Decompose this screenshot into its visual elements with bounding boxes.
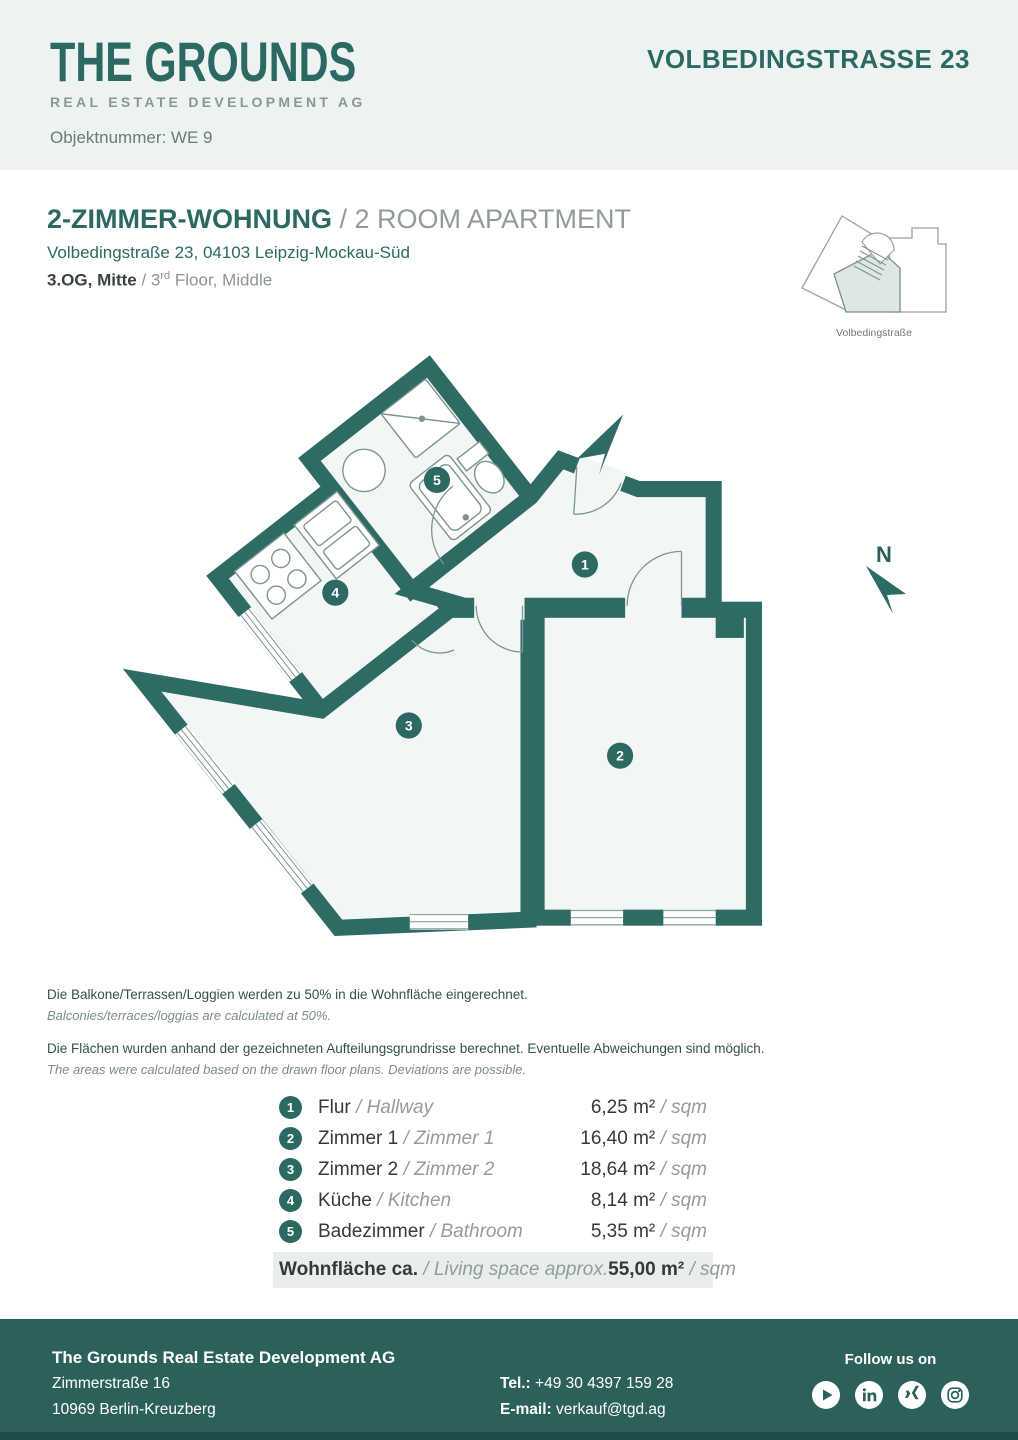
follow-us-label: Follow us on	[844, 1351, 937, 1368]
footer	[0, 1319, 1018, 1432]
table-row: 4 Küche / Kitchen 8,14 m² / sqm	[273, 1185, 713, 1216]
room-number-badge: 2	[279, 1127, 302, 1150]
room-table	[273, 1092, 736, 1288]
room-number-badge: 1	[279, 1096, 302, 1119]
location-map	[792, 194, 956, 344]
logo-subtitle: REAL ESTATE DEVELOPMENT AG	[50, 93, 366, 110]
note-1-en: Balconies/terraces/loggias are calculated at 50%.	[47, 1008, 331, 1023]
footer-address-block	[52, 1345, 395, 1423]
compass-needle-icon	[866, 566, 906, 614]
company-logo	[50, 30, 464, 110]
street-label: Volbedingstraße	[836, 327, 912, 339]
svg-text:2: 2	[616, 747, 625, 764]
address-line: Volbedingstraße 23, 04103 Leipzig-Mockau-Süd	[47, 243, 410, 263]
svg-text:3: 3	[404, 717, 413, 734]
logo-wordmark: THE GROUNDS	[50, 30, 357, 93]
svg-text:5: 5	[433, 471, 441, 488]
footer-street: Zimmerstraße 16	[52, 1375, 170, 1392]
table-row: 3 Zimmer 2 / Zimmer 2 18,64 m² / sqm	[273, 1154, 713, 1185]
svg-text:4: 4	[331, 584, 340, 601]
north-label: N	[876, 542, 892, 567]
floor-line: 3.OG, Mitte / 3rd Floor, Middle	[47, 270, 273, 291]
xing-icon[interactable]	[897, 1380, 927, 1410]
footer-phone[interactable]: Tel.: +49 30 4397 159 28	[500, 1375, 674, 1392]
note-2-de: Die Flächen wurden anhand der gezeichneten Aufteilungsgrundrisse berechnet. Eventuelle Abweichungen sind möglich.	[47, 1041, 765, 1056]
chimney-notch	[716, 610, 744, 638]
title-german: 2-ZIMMER-WOHNUNG	[47, 204, 332, 234]
project-title: VOLBEDINGSTRASSE 23	[646, 44, 970, 74]
note-1-de: Die Balkone/Terrassen/Loggien werden zu 50% in die Wohnfläche eingerechnet.	[47, 987, 528, 1002]
footer-city: 10969 Berlin-Kreuzberg	[52, 1401, 216, 1418]
linkedin-icon[interactable]	[854, 1380, 884, 1410]
footer-company: The Grounds Real Estate Development AG	[52, 1348, 396, 1367]
object-number: Objektnummer: WE 9	[50, 128, 213, 147]
youtube-icon[interactable]	[811, 1380, 841, 1410]
floor-plan	[122, 346, 766, 950]
north-indicator	[852, 534, 922, 634]
footer-contact-block	[500, 1371, 673, 1423]
table-row: 5 Badezimmer / Bathroom 5,35 m² / sqm	[273, 1216, 713, 1247]
room-number-badge: 4	[279, 1189, 302, 1212]
footer-social-block	[811, 1351, 970, 1410]
page-title: 2-ZIMMER-WOHNUNG / 2 ROOM APARTMENT	[47, 204, 632, 234]
note-2-en: The areas were calculated based on the drawn floor plans. Deviations are possible.	[47, 1062, 527, 1077]
footer-accent-strip	[0, 1432, 1018, 1440]
instagram-icon[interactable]	[940, 1380, 970, 1410]
svg-text:1: 1	[580, 556, 589, 573]
room-number-badge: 3	[279, 1158, 302, 1181]
room-number-badge: 5	[279, 1220, 302, 1243]
disclaimer-block	[47, 985, 764, 1077]
footer-email[interactable]: E-mail: verkauf@tgd.ag	[500, 1401, 666, 1418]
title-block	[47, 203, 631, 291]
title-english: 2 ROOM APARTMENT	[354, 204, 632, 234]
total-row: Wohnfläche ca. / Living space approx. 55,00 m² / sqm	[273, 1252, 713, 1288]
table-row: 1 Flur / Hallway 6,25 m² / sqm	[273, 1092, 713, 1123]
room-zimmer1	[537, 610, 754, 918]
table-row: 2 Zimmer 1 / Zimmer 1 16,40 m² / sqm	[273, 1123, 713, 1154]
